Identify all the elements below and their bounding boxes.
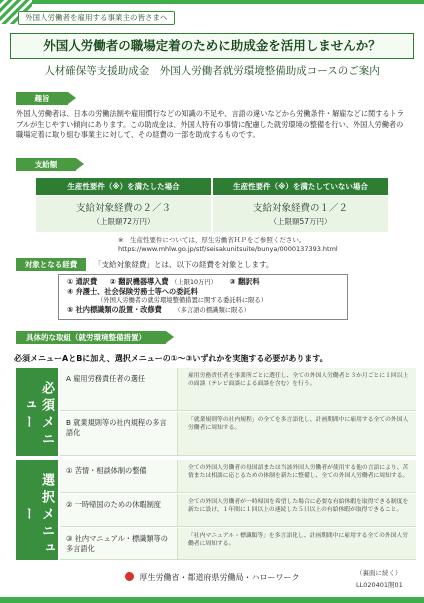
- payment-note-text: ※ 生産性要件については、厚生労働省ＨＰをご参照ください。: [118, 236, 306, 244]
- required-item-a: [60, 368, 416, 411]
- covered-item-4-note: （外国人労働者の就労環境整備措置に関する委託料に限る）: [97, 297, 268, 304]
- continued-note: （裏面に続く）: [356, 569, 402, 577]
- covered-item-1: ① 通訳費: [67, 277, 98, 286]
- payment-cap-unmet: （上限額57万円）: [269, 217, 332, 226]
- audience-tag: 外国人労働者を雇用する事業主の皆さまへ: [18, 11, 175, 25]
- payment-cap-met: （上限額72万円）: [92, 217, 155, 226]
- optional-menu-label: 選択メニュー: [20, 472, 54, 558]
- covered-expenses-box: [58, 274, 348, 320]
- covered-item-2-cap: （上限10万円）: [171, 279, 217, 286]
- top-rule: [0, 0, 424, 4]
- covered-intro: 「支給対象経費」とは、以下の経費を対象とします。: [94, 260, 274, 269]
- section-label-purpose: 趣旨: [16, 92, 68, 105]
- payment-header-unmet: 生産性要件（※）を満たしていない場合: [213, 178, 388, 195]
- optional-item-3-name: ③ 社内マニュアル・標識類等の多言語化: [60, 528, 178, 559]
- covered-item-5: ⑤ 社内標識類の設置・改修費: [67, 305, 162, 314]
- optional-item-2: [60, 494, 416, 527]
- purpose-text: 外国人労働者は、日本の労働法制や雇用慣行などの知識の不足や、言語の違いなどから労働条件・解雇などに関するトラブルが生じやすい傾向にあります。この助成金は、外国人特有の事情に配慮した就労環境の整備を行い、外国人労働者の職場定着に取り組む事業主に対して、その経費の一部を助成するものです。: [16, 109, 404, 139]
- covered-item-3: ③ 翻訳料: [229, 277, 260, 286]
- optional-item-1-desc: 全ての外国人労働者の母国語または当該外国人労働者が使用する他の言語により、苦情または相談に応じるための体制を新たに整備し、全ての外国人労働者に周知する。: [188, 465, 409, 480]
- covered-item-5-note: （多言語の標識類に限る）: [174, 307, 250, 314]
- required-item-b-desc: 「就業規則等の社内規程」の全てを多言語化し、計画期間中に雇用する全ての外国人労働者に周知する。: [188, 417, 409, 432]
- payment-cell-unmet: [213, 196, 388, 232]
- optional-item-2-name: ② 一時帰国のための休暇制度: [60, 494, 178, 526]
- required-item-a-desc: 雇用労務責任者を事業所ごとに選任し、全ての外国人労働者と３か月ごとに１回以上の面談（テレビ面談による面談を含む）を行う。: [188, 373, 409, 388]
- page-title: 外国人労働者の職場定着のために助成金を活用しませんか？: [10, 33, 414, 59]
- optional-item-3-desc: 「社内マニュアル・標識類等」を多言語化し、計画期間中に雇用する全ての外国人労働者に周知する。: [188, 533, 409, 548]
- required-item-a-name: A 雇用労務責任者の選任: [60, 368, 178, 410]
- initiatives-intro: 必須メニューAとBに加え、選択メニューの①〜③いずれかを実施する必要があります。: [14, 354, 328, 363]
- covered-row-3: [67, 305, 339, 315]
- payment-cell-met: [36, 196, 211, 232]
- payment-note: [118, 236, 418, 254]
- optional-item-2-desc: 全ての外国人労働者が一時帰国を希望した場合に必要な有給休暇を取得できる制度を新たに設け、１年間に１回以上の連続した５日以上の有給休暇が取得できること。: [188, 499, 409, 514]
- section-label-initiatives: 具体的な取組（就労環境整備措置）: [16, 331, 166, 344]
- payment-note-url[interactable]: https://www.mhlw.go.jp/stf/seisakunitsuite/bunya/0000137393.html: [118, 245, 338, 253]
- document-code: LL020401開01: [356, 581, 403, 589]
- section-label-payment: 支給額: [16, 158, 76, 171]
- optional-item-3: [60, 528, 416, 560]
- required-menu-label: 必須メニュー: [20, 381, 54, 449]
- covered-row-1: [67, 277, 339, 287]
- optional-menu-block: [16, 460, 416, 560]
- page-subtitle: 人材確保等支援助成金 外国人労働者就労環境整備助成コースのご案内: [44, 65, 380, 77]
- covered-row-2: [67, 287, 339, 296]
- payment-rate-unmet: 支給対象経費の１／２: [252, 203, 348, 214]
- payment-header-met: 生産性要件（※）を満たした場合: [36, 178, 211, 195]
- required-item-b: [60, 412, 416, 456]
- optional-menu-side-label: [16, 460, 58, 560]
- footer-org-text: 厚生労働省・都道府県労働局・ハローワーク: [139, 573, 300, 582]
- bottom-rule: [0, 597, 424, 603]
- required-menu-block: [16, 368, 416, 456]
- mhlw-logo-icon: [125, 572, 134, 581]
- payment-table: [36, 178, 388, 232]
- payment-rate-met: 支給対象経費の２／３: [75, 203, 171, 214]
- covered-item-4: ④ 弁護士、社会保険労務士等への委託料: [67, 287, 198, 296]
- section-label-covered: 対象となる経費: [16, 258, 86, 271]
- required-item-b-name: B 就業規則等の社内規程の多言語化: [60, 412, 178, 455]
- optional-item-1: [60, 460, 416, 493]
- required-menu-side-label: [16, 368, 58, 456]
- covered-item-2: ② 翻訳機器導入費: [109, 277, 169, 286]
- optional-item-1-name: ① 苦情・相談体制の整備: [60, 460, 178, 492]
